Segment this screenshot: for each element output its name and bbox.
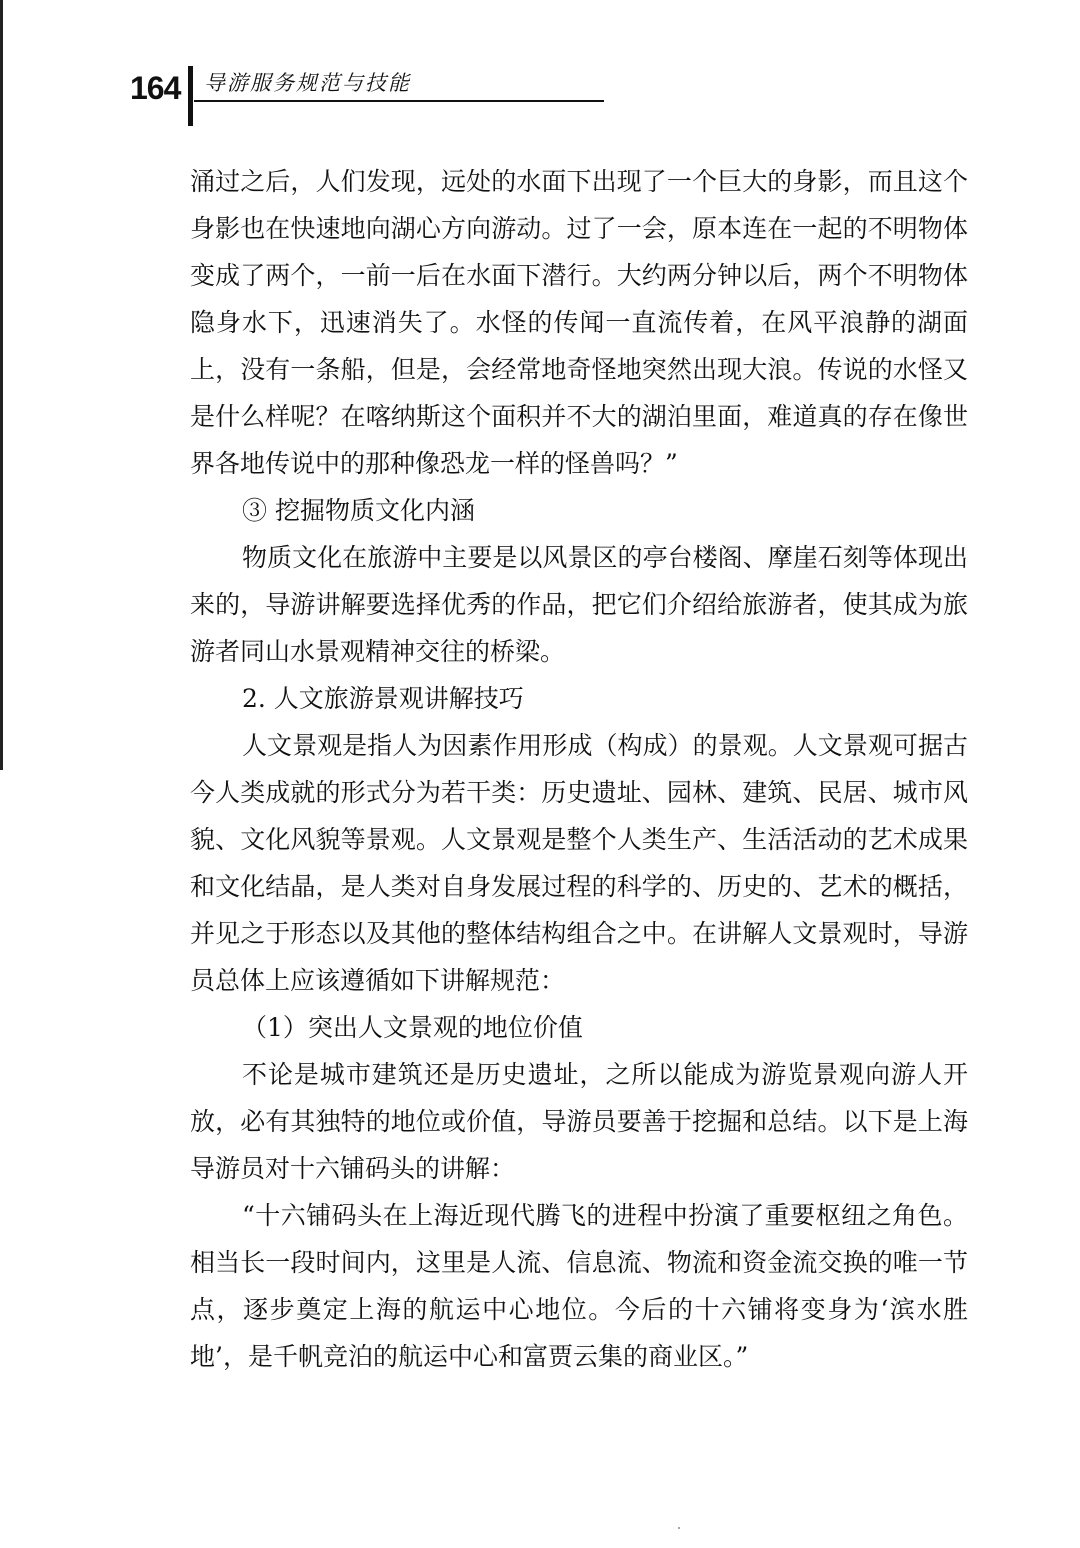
page-number: 164 (130, 70, 181, 106)
subheading-status-value: （1）突出人文景观的地位价值 (242, 1013, 583, 1042)
paragraph-status-value: 不论是城市建筑还是历史遗址，之所以能成为游览景观向游人开放，必有其独特的地位或价值，导游员要善于挖掘和总结。以下是上海导游员对十六铺码头的讲解： (190, 1060, 968, 1183)
scan-speck (678, 1527, 680, 1529)
page-header (130, 58, 610, 128)
section-heading-humanistic-landscape: 2. 人文旅游景观讲解技巧 (242, 684, 524, 713)
scan-edge-shadow (0, 0, 3, 770)
paragraph-continued-quote: 涌过之后，人们发现，远处的水面下出现了一个巨大的身影，而且这个身影也在快速地向湖心方向游动。过了一会，原本连在一起的不明物体变成了两个，一前一后在水面下潜行。大约两分钟以后，两个不明物体隐身水下，迅速消失了。水怪的传闻一直流传着，在风平浪静的湖面上，没有一条船，但是，会经常地奇怪地突然出现大浪。传说的水怪又是什么样呢？在喀纳斯这个面积并不大的湖泊里面，难道真的存在像世界各地传说中的那种像恐龙一样的怪兽吗？” (190, 167, 968, 478)
header-rule (194, 100, 604, 102)
paragraph-humanistic-landscape: 人文景观是指人为因素作用形成（构成）的景观。人文景观可据古今人类成就的形式分为若干类：历史遗址、园林、建筑、民居、城市风貌、文化风貌等景观。人文景观是整个人类生产、生活活动的艺术成果和文化结晶，是人类对自身发展过程的科学的、历史的、艺术的概括，并见之于形态以及其他的整体结构组合之中。在讲解人文景观时，导游员总体上应该遵循如下讲解规范： (190, 731, 968, 995)
body-text (190, 158, 968, 1380)
header-vertical-bar (188, 66, 193, 126)
paragraph-material-culture: 物质文化在旅游中主要是以风景区的亭台楼阁、摩崖石刻等体现出来的，导游讲解要选择优秀的作品，把它们介绍给旅游者，使其成为旅游者同山水景观精神交往的桥梁。 (190, 543, 968, 666)
paragraph-shiliupu-quote: “十六铺码头在上海近现代腾飞的进程中扮演了重要枢纽之角色。相当长一段时间内，这里是人流、信息流、物流和资金流交换的唯一节点，逐步奠定上海的航运中心地位。今后的十六铺将变身为‘滨水胜地’，是千帆竞泊的航运中心和富贾云集的商业区。” (190, 1201, 968, 1371)
running-title: 导游服务规范与技能 (204, 71, 411, 95)
subheading-material-culture: ③ 挖掘物质文化内涵 (242, 496, 475, 525)
